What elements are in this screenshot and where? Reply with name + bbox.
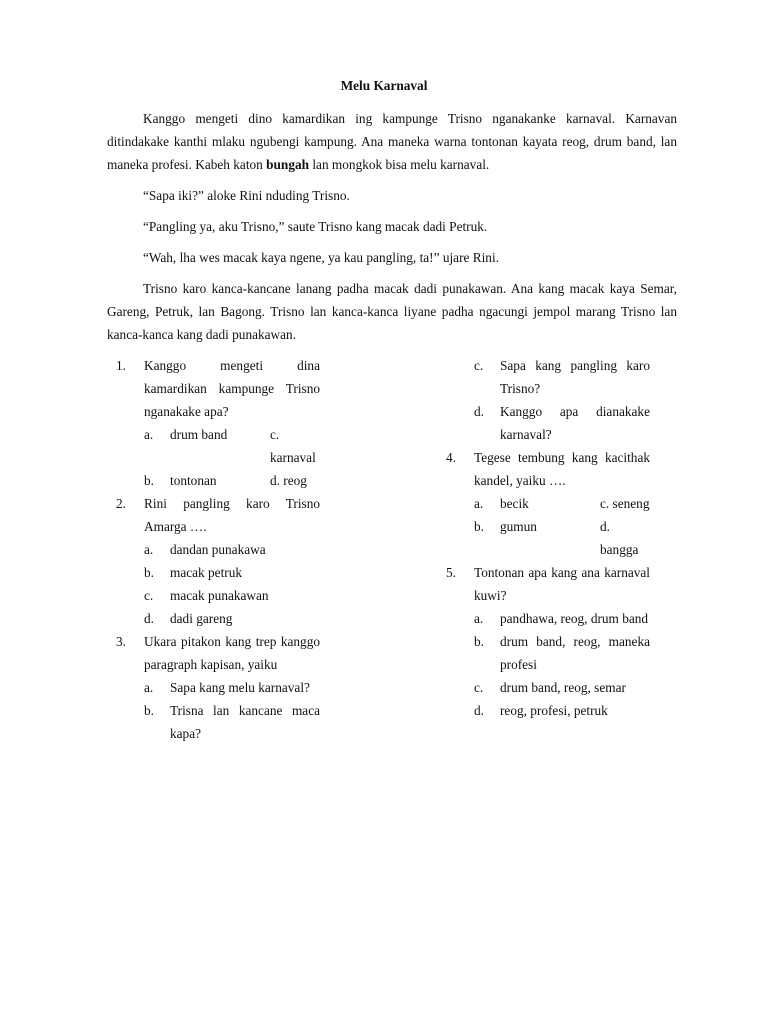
questions-left-column [116,354,320,745]
question-5-option-d [446,699,650,722]
story-paragraph-5: Trisno karo kanca-kancane lanang padha macak dadi punakawan. Ana kang macak kaya Semar, Gareng, Petruk, lan Bagong. Trisno lan kanca-kanca liyane padha ngacungi jempol marang Trisno lan kanca-kanca kang dadi punakawan. [107,281,677,342]
story-paragraph-1 [107,107,677,176]
option-letter: a. [474,496,484,511]
question-5-option-a [446,607,650,630]
option-text: pandhawa, reog, drum band [500,611,649,626]
option-b-text: tontonan [170,473,217,488]
option-a-text: becik [500,496,529,511]
question-2-option-b [116,561,320,584]
option-text: Sapa kang melu karnaval? [170,680,310,695]
question-3-option-d [446,400,650,446]
question-1-number: 1. [116,358,126,373]
question-3-option-a [116,676,320,699]
question-4-options-bd [446,515,650,561]
question-3 [116,630,320,676]
question-2-option-a [116,538,320,561]
option-d-text: d. reog [270,473,307,488]
story-paragraph-4: “Wah, lha wes macak kaya ngene, ya kau pangling, ta!” ujare Rini. [143,250,499,265]
bold-word: bungah [266,157,310,172]
option-letter: b. [144,565,154,580]
question-1 [116,354,320,423]
question-2-number: 2. [116,496,126,511]
question-3-number: 3. [116,634,126,649]
option-text: dandan punakawa [170,542,266,557]
story-text [107,107,677,354]
question-2-option-d [116,607,320,630]
option-letter: c. [474,358,484,373]
option-letter: a. [474,611,484,626]
paragraph-1-text-before: Kanggo mengeti dino kamardikan ing kampunge Trisno nganakanke karnaval. Karnavan ditindakake kanthi mlaku ngubengi kampung. Ana maneka warna tontonan kayata reog, drum band, lan maneka profesi. Kabeh katon [107,111,677,172]
option-d-text: d. bangga [600,519,639,557]
question-3-option-b [116,699,320,745]
question-1-options-bd [116,469,320,492]
option-letter: d. [474,703,484,718]
option-text: Sapa kang pangling karo Trisno? [500,358,650,396]
option-text: Trisna lan kancane maca kapa? [170,703,320,741]
page-title: Melu Karnaval [340,78,428,93]
question-5-number: 5. [446,565,456,580]
story-paragraph-3: “Pangling ya, aku Trisno,” saute Trisno kang macak dadi Petruk. [143,219,488,234]
question-5-option-c [446,676,650,699]
question-4 [446,446,650,492]
option-letter: d. [144,611,154,626]
question-3-option-c [446,354,650,400]
question-2 [116,492,320,538]
question-2-option-c [116,584,320,607]
question-3-text: Ukara pitakon kang trep kanggo paragraph kapisan, yaiku [144,634,320,672]
option-letter: a. [144,680,154,695]
story-paragraph-2: “Sapa iki?” aloke Rini nduding Trisno. [143,188,350,203]
option-b-text: gumun [500,519,537,534]
option-c-text: c. seneng [600,496,650,511]
option-letter: b. [474,519,484,534]
option-a-text: drum band [170,427,228,442]
option-c-text: c. karnaval [270,427,316,465]
question-2-text: Rini pangling karo Trisno Amarga …. [144,496,320,534]
option-text: reog, profesi, petruk [500,703,608,718]
question-4-number: 4. [446,450,456,465]
option-letter: b. [144,473,154,488]
option-letter: c. [144,588,154,603]
option-letter: b. [474,634,484,649]
option-letter: c. [474,680,484,695]
option-text: drum band, reog, maneka profesi [500,634,650,672]
option-text: drum band, reog, semar [500,680,626,695]
paragraph-1-text-after: lan mongkok bisa melu karnaval. [309,157,490,172]
question-1-options-ac [116,423,320,469]
option-text: Kanggo apa dianakake karnaval? [500,404,650,442]
question-5-text: Tontonan apa kang ana karnaval kuwi? [474,565,650,603]
option-text: dadi gareng [170,611,233,626]
option-text: macak petruk [170,565,242,580]
option-letter: a. [144,542,154,557]
questions-right-column [446,354,650,722]
question-4-text: Tegese tembung kang kacithak kandel, yaiku …. [474,450,650,488]
option-text: macak punakawan [170,588,269,603]
question-5 [446,561,650,607]
question-4-options-ac [446,492,650,515]
option-letter: a. [144,427,154,442]
question-5-option-b [446,630,650,676]
option-letter: b. [144,703,154,718]
question-1-text: Kanggo mengeti dina kamardikan kampunge Trisno nganakake apa? [144,358,320,419]
option-letter: d. [474,404,484,419]
